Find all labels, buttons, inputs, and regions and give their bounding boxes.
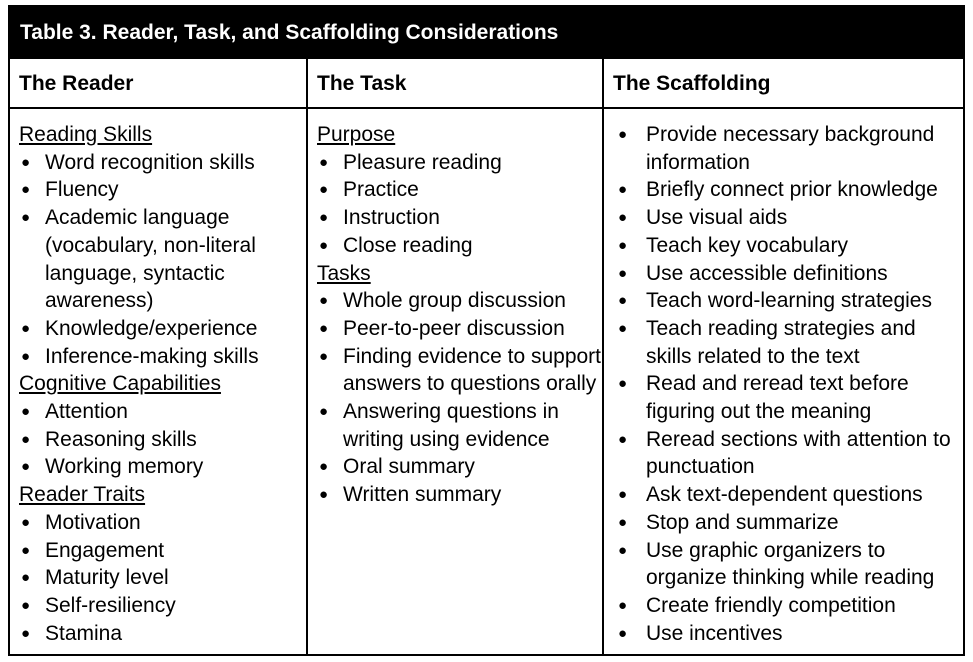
list-item — [617, 592, 963, 620]
list-item — [19, 398, 306, 426]
section-title: Reading Skills — [19, 123, 153, 146]
list-item-text: Fluency — [45, 178, 119, 202]
list-item — [617, 370, 963, 425]
list-item — [317, 232, 602, 260]
list-item-text: Peer-to-peer discussion — [343, 316, 565, 340]
list-item — [317, 149, 602, 177]
bullet-icon: ● — [21, 596, 31, 614]
list-item — [317, 204, 602, 232]
bullet-list — [317, 287, 602, 509]
list-item-text: Use graphic organizers to organize thinking while reading — [646, 538, 935, 590]
section-title: Cognitive Capabilities — [19, 372, 221, 396]
list-item — [19, 620, 306, 648]
list-item-text: Teach key vocabulary — [646, 233, 848, 257]
list-item-text: Practice — [343, 178, 419, 202]
bullet-icon: ● — [618, 181, 628, 199]
list-item — [19, 204, 306, 315]
scaffolding-column-body — [604, 109, 963, 647]
bullet-icon: ● — [21, 513, 31, 531]
list-item-text: Teach word-learning strategies — [646, 289, 932, 313]
list-item-text: Reread sections with attention to punctuation — [646, 427, 951, 479]
list-item-text: Motivation — [45, 510, 141, 534]
scaffolding-column — [602, 59, 963, 654]
task-column-header: The Task — [308, 59, 602, 109]
list-item-text: Self-resiliency — [45, 593, 176, 617]
bullet-icon: ● — [618, 319, 628, 337]
list-item — [19, 426, 306, 454]
list-item-text: Written summary — [343, 483, 502, 507]
list-item-text: Use incentives — [646, 621, 783, 645]
bullet-icon: ● — [618, 126, 628, 143]
list-item — [617, 121, 963, 176]
bullet-icon: ● — [618, 292, 628, 310]
bullet-list — [19, 398, 306, 481]
list-item-text: Stop and summarize — [646, 510, 839, 534]
list-item — [19, 592, 306, 620]
list-item-text: Finding evidence to support answers to questions orally — [343, 344, 601, 396]
list-item — [617, 287, 963, 315]
bullet-icon: ● — [319, 403, 329, 421]
bullet-icon: ● — [618, 264, 628, 282]
list-item — [617, 204, 963, 232]
section-title: Reader Traits — [19, 483, 146, 507]
bullet-list — [317, 149, 602, 260]
list-item-text: Knowledge/experience — [45, 316, 258, 340]
bullet-icon: ● — [618, 236, 628, 254]
list-item-text: Provide necessary background information — [646, 123, 935, 174]
table-caption: Table 3. Reader, Task, and Scaffolding Considerations — [10, 7, 963, 59]
bullet-icon: ● — [21, 569, 31, 587]
list-item — [617, 315, 963, 370]
bullet-icon: ● — [21, 541, 31, 559]
scaffolding-column-header: The Scaffolding — [604, 59, 963, 109]
bullet-icon: ● — [21, 319, 31, 337]
bullet-icon: ● — [618, 375, 628, 393]
list-item — [617, 260, 963, 288]
list-item-text: Engagement — [45, 538, 165, 562]
bullet-icon: ● — [21, 209, 31, 227]
list-item-text: Ask text-dependent questions — [646, 483, 923, 507]
table-columns — [10, 59, 963, 654]
list-item-text: Attention — [45, 400, 128, 424]
list-item — [317, 315, 602, 343]
bullet-list — [19, 509, 306, 648]
list-item-text: Oral summary — [343, 455, 475, 479]
list-item — [19, 453, 306, 481]
list-item-text: Create friendly competition — [646, 593, 896, 617]
list-item-text: Working memory — [45, 455, 204, 479]
bullet-icon: ● — [319, 153, 329, 171]
list-item — [617, 232, 963, 260]
bullet-icon: ● — [319, 209, 329, 227]
task-column-body — [308, 109, 602, 509]
bullet-icon: ● — [618, 486, 628, 504]
bullet-icon: ● — [21, 347, 31, 365]
bullet-icon: ● — [618, 430, 628, 448]
list-item — [317, 481, 602, 509]
list-item-text: Use accessible definitions — [646, 261, 888, 285]
list-item-text: Answering questions in writing using evidence — [343, 400, 559, 451]
list-item-text: Use visual aids — [646, 206, 788, 230]
bullet-icon: ● — [319, 347, 329, 365]
list-item — [617, 426, 963, 481]
list-item — [617, 176, 963, 204]
list-item — [317, 287, 602, 315]
bullet-icon: ● — [319, 458, 329, 476]
bullet-icon: ● — [319, 292, 329, 310]
bullet-icon: ● — [21, 430, 31, 448]
list-item-text: Briefly connect prior knowledge — [646, 178, 938, 202]
bullet-icon: ● — [21, 403, 31, 421]
list-item-text: Read and reread text before figuring out the meaning — [646, 372, 909, 424]
list-item-text: Close reading — [343, 233, 473, 257]
reader-column-body — [10, 109, 306, 647]
bullet-icon: ● — [21, 181, 31, 199]
list-item — [617, 481, 963, 509]
list-item-text: Instruction — [343, 206, 440, 230]
list-item — [317, 176, 602, 204]
list-item — [19, 564, 306, 592]
list-item — [617, 537, 963, 592]
list-item-text: Pleasure reading — [343, 150, 502, 174]
section-title: Purpose — [317, 123, 396, 146]
list-item — [19, 343, 306, 371]
list-item — [19, 176, 306, 204]
bullet-icon: ● — [618, 513, 628, 531]
bullet-list — [19, 149, 306, 371]
list-item — [19, 509, 306, 537]
bullet-icon: ● — [618, 541, 628, 559]
list-item-text: Inference-making skills — [45, 344, 259, 368]
list-item-text: Stamina — [45, 621, 123, 645]
section-title: Tasks — [317, 261, 371, 285]
bullet-icon: ● — [319, 319, 329, 337]
bullet-icon: ● — [319, 236, 329, 254]
list-item — [19, 149, 306, 177]
list-item — [19, 537, 306, 565]
list-item-text: Whole group discussion — [343, 289, 566, 313]
list-item-text: Word recognition skills — [45, 150, 255, 174]
bullet-icon: ● — [319, 181, 329, 199]
bullet-list — [617, 121, 963, 647]
list-item — [617, 509, 963, 537]
bullet-icon: ● — [319, 486, 329, 504]
bullet-icon: ● — [21, 458, 31, 476]
list-item-text: Teach reading strategies and skills related to the text — [646, 316, 916, 368]
bullet-icon: ● — [618, 209, 628, 227]
list-item — [317, 398, 602, 453]
list-item — [317, 343, 602, 398]
reader-column — [10, 59, 306, 654]
bullet-icon: ● — [21, 153, 31, 171]
considerations-table — [8, 5, 965, 656]
list-item — [19, 315, 306, 343]
bullet-icon: ● — [618, 596, 628, 614]
list-item-text: Academic language (vocabulary, non-literal language, syntactic awareness) — [45, 206, 256, 313]
task-column — [306, 59, 602, 654]
list-item-text: Maturity level — [45, 566, 169, 590]
list-item — [617, 620, 963, 648]
list-item-text: Reasoning skills — [45, 427, 197, 451]
bullet-icon: ● — [21, 624, 31, 642]
list-item — [317, 453, 602, 481]
bullet-icon: ● — [618, 624, 628, 642]
reader-column-header: The Reader — [10, 59, 306, 109]
